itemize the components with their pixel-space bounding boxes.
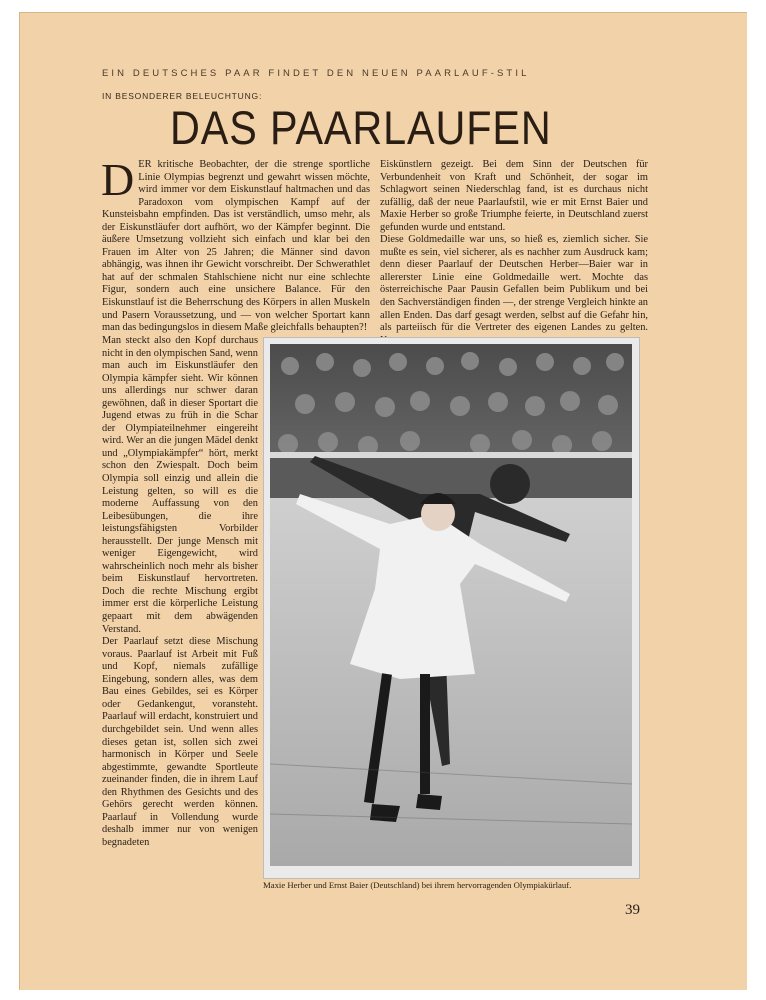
article-column-left bbox=[102, 335, 258, 849]
photo-caption: Maxie Herber und Ernst Baier (Deutschland) bei ihrem hervorragenden Olympiakürlauf. bbox=[263, 880, 572, 890]
article-text-left-top: ER kritische Beobachter, der die strenge sportliche Linie Olympias begrenzt und gewahrt wissen möchte, wird immer vor dem Eiskunstlauf haltmachen und das Paradoxon vom olympischen Kampf auf der Kunsteisbahn empfinden. Das ist verständlich, umso mehr, als der Eiskunstläufer dort aufhört, wo der Kämpfer beginnt. Die äußere Umsetzung vollzieht sich einfach und klar bei den Frauen im Alter von 25 Jahren; die Männer sind davon abhängig, was ihnen ihr Gewicht vorschreibt. Der Schwerathlet hat auf der schmalen Stahlschiene nicht nur eine schlechte Figur, sondern auch eine unsichere Balance. Für den Eiskunstlauf ist die Beherrschung des Körpers in allen Muskeln und Pasern Voraussetzung, und — von welcher Sportart kann man das bedingungslos in diesem Maße gleichfalls behaupten?! bbox=[102, 159, 370, 334]
kicker-line: EIN DEUTSCHES PAAR FINDET DEN NEUEN PAARLAUF-STIL bbox=[102, 68, 530, 79]
page-number: 39 bbox=[625, 902, 640, 918]
subheading: IN BESONDERER BELEUCHTUNG: bbox=[102, 91, 263, 101]
article-text-right: Eiskünstlern gezeigt. Bei dem Sinn der Deutschen für Verbundenheit von Kraft und Schönheit, der sogar im Schlagwort seinen Niederschlag fand, ist es durchaus nicht zufällig, daß der neue Paarlaufstil, wie er mit Ernst Baier und Maxie Herber so große Triumphe feierte, in Deutschland zuerst gefunden wurde und entstand. bbox=[380, 159, 648, 233]
article-column-right-top bbox=[380, 159, 648, 347]
skaters-photo bbox=[263, 337, 640, 879]
article-text-left: Man steckt also den Kopf durchaus nicht in den olympischen Sand, wenn man auch im Eiskunstläufer den Olympia kämpfer sieht. Wir können uns allerdings nur schwer daran gewöhnen, daß in dieser Sportart die Jugend etwas zu früh in die Schar der Olympiateilnehmer eingereiht wird. Wer an die jungen Mädel denkt und „Olympiakämpfer“ hört, merkt schon den Zwiespalt. Doch beim Olympia soll einzig und allein die Leistung gelten, so will es die moderne Auffassung von den Leibesübungen, die ihre leistungsfähigsten Vorbilder herausstellt. Der junge Mensch mit weniger Eigengewicht, wird wahrscheinlich noch mehr als bisher beim Eiskunstlauf hervortreten. Doch die rechte Mischung ergibt immer erst die körperliche Leistung gepaart mit dem abwägenden Verstand. bbox=[102, 335, 258, 635]
article-column-left-top bbox=[101, 154, 370, 335]
figure-skating-pair-illustration bbox=[270, 344, 632, 866]
article-text-right-2: Diese Goldmedaille war uns, so hieß es, ziemlich sicher. Sie mußte es sein, viel sicherer, als es nachher zum Ausdruck kam; denn dieser Paarlauf der Deutschen Herber—Baier war in allererster Linie eine Goldmedaille wert. Mochte das österreichische Paar Pausin Gefallen beim Publikum und bei den Sachverständigen finden —, der strenge Vergleich hinkte an allen Enden. Das darf gesagt werden, selbst auf die Gefahr hin, als parteiisch für die Vertreter des eigenen Landes zu gelten. bbox=[380, 234, 648, 334]
page-title: DAS PAARLAUFEN bbox=[170, 101, 552, 154]
drop-cap: D bbox=[101, 154, 135, 205]
photo-image bbox=[270, 344, 632, 866]
article-text-left-2: Der Paarlauf setzt diese Mischung voraus. Paarlauf ist Arbeit mit Fuß und Kopf, niemals zufällige Eingebung, sondern alles, was dem Bau eines Gebildes, sei es Körper oder Gedankengut, voransteht. Paarlauf will erdacht, konstruiert und durchgebildet sein. Und wenn alles dieses getan ist, sollen sich zwei harmonisch in Körper und Seele abgestimmte, gewandte Sportleute zueinander finden, die in ihrem Lauf den Rhythmen des Gesichts und des Gehörs gerecht werden können. Paarlauf in Vollendung wurde deshalb immer nur von wenigen begnadeten bbox=[102, 636, 258, 848]
